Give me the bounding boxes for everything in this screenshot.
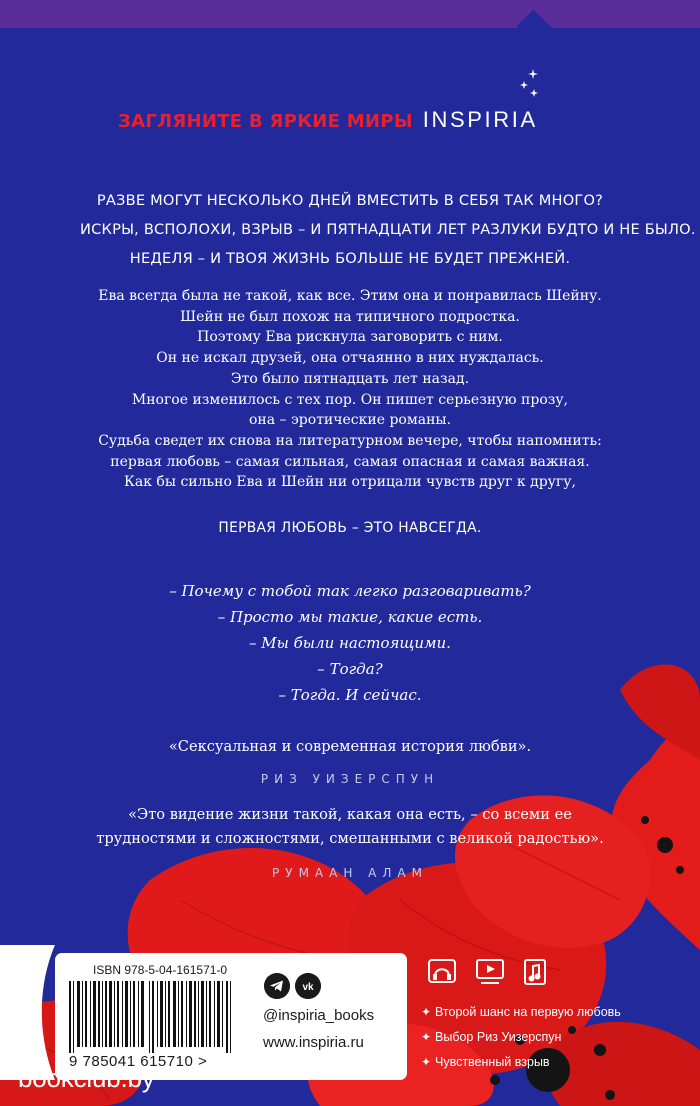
dialogue-line: – Мы были настоящими. [249, 634, 451, 652]
vk-icon[interactable] [295, 973, 321, 999]
intro-line: РАЗВЕ МОГУТ НЕСКОЛЬКО ДНЕЙ ВМЕСТИТЬ В СЕБЯ ТАК МНОГО? [96, 192, 604, 209]
feature-item [421, 1000, 621, 1025]
watermark: bookclub.by [18, 1063, 155, 1093]
dialogue-line: – Тогда. И сейчас. [278, 686, 422, 704]
music-icon [525, 960, 545, 984]
review-author: РИЗ УИЗЕРСПУН [260, 772, 440, 786]
publisher-header [118, 107, 538, 133]
review-quote-line: «Сексуальная и современная история любви». [168, 738, 532, 755]
publisher-tagline: ЗАГЛЯНИТЕ В ЯРКИЕ МИРЫ [118, 111, 413, 132]
dialogue-excerpt [40, 578, 660, 708]
synopsis-line: она – эротические романы. [248, 412, 452, 429]
synopsis-line: Это было пятнадцать лет назад. [230, 370, 470, 387]
dialogue-line: – Просто мы такие, какие есть. [217, 608, 483, 626]
feature-label: Второй шанс на первую любовь [435, 1005, 621, 1019]
feature-item [421, 1050, 621, 1075]
intro-line: НЕДЕЛЯ – И ТВОЯ ЖИЗНЬ БОЛЬШЕ НЕ БУДЕТ ПРЕЖНЕЙ. [129, 250, 571, 267]
synopsis-line: Шейн не был похож на типичного подростка. [180, 308, 520, 325]
feature-list [421, 1000, 621, 1075]
media-icons [425, 956, 555, 992]
social-handle[interactable]: @inspiria_books [263, 1007, 375, 1024]
synopsis-line: Многое изменилось с тех пор. Он пишет серьезную прозу, [131, 391, 569, 408]
dialogue-line: – Тогда? [317, 660, 383, 678]
video-icon [477, 960, 503, 983]
website-link[interactable]: www.inspiria.ru [263, 1034, 364, 1051]
sparkle-bullet-icon: ✦ [421, 1055, 432, 1069]
synopsis-line: Поэтому Ева рискнула заговорить с ним. [197, 329, 503, 346]
feature-label: Чувственный взрыв [435, 1055, 550, 1069]
telegram-icon[interactable] [264, 973, 290, 999]
sparkle-bullet-icon: ✦ [421, 1005, 432, 1019]
review-quote [40, 803, 660, 851]
svg-text:vk: vk [302, 982, 314, 993]
review-quote [40, 735, 660, 759]
slogan: ПЕРВАЯ ЛЮБОВЬ – ЭТО НАВСЕГДА. [218, 520, 482, 536]
synopsis-line: Как бы сильно Ева и Шейн ни отрицали чувств друг к другу, [124, 474, 576, 491]
intro-caps-block [80, 186, 696, 273]
feature-label: Выбор Риз Уизерспун [435, 1030, 562, 1044]
synopsis-line: первая любовь – самая сильная, самая опасная и самая важная. [110, 453, 590, 470]
barcode-panel [55, 953, 407, 1080]
barcode-number: 9 785041 615710 > [69, 1053, 208, 1070]
dialogue-line: – Почему с тобой так легко разговаривать? [169, 582, 531, 600]
intro-line: ИСКРЫ, ВСПОЛОХИ, ВЗРЫВ – И ПЯТНАДЦАТИ ЛЕТ РАЗЛУКИ БУДТО И НЕ БЫЛО. [80, 221, 696, 238]
synopsis [40, 286, 660, 493]
publisher-logo-text: INSPIRIA [422, 107, 538, 132]
sparkle-icon [518, 67, 540, 101]
sparkle-bullet-icon: ✦ [421, 1030, 432, 1044]
review-quote-line: «Это видение жизни такой, какая она есть, – со всеми ее [128, 806, 572, 823]
synopsis-line: Судьба сведет их снова на литературном вечере, чтобы напомнить: [98, 432, 602, 449]
isbn-label: ISBN 978-5-04-161571-0 [93, 963, 228, 977]
review-quote-line: трудностями и сложностями, смешанными с великой радостью». [96, 830, 604, 847]
synopsis-line: Ева всегда была не такой, как все. Этим она и понравилась Шейну. [98, 288, 602, 304]
synopsis-line: Он не искал друзей, она отчаянно в них нуждалась. [156, 350, 544, 367]
review-author: РУМААН АЛАМ [272, 866, 428, 880]
feature-item [421, 1025, 621, 1050]
audio-book-icon [429, 960, 455, 982]
barcode-icon [69, 981, 239, 1053]
